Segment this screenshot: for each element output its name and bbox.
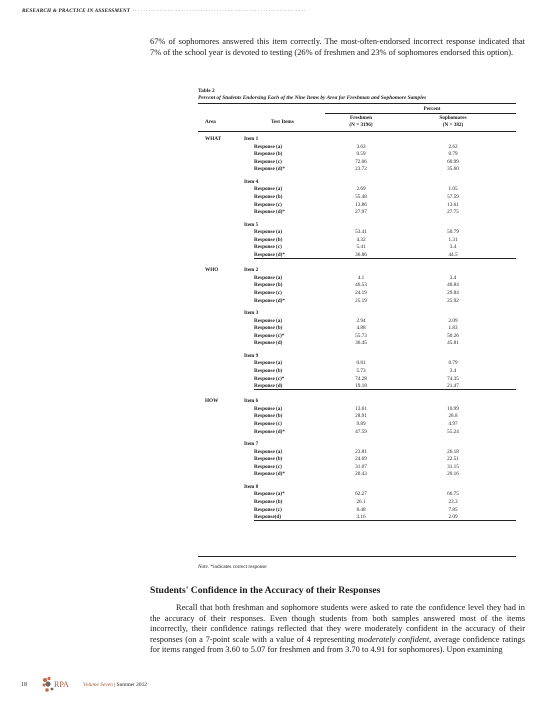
- response-label: Response (a): [254, 360, 283, 367]
- sophomore-value: 2.09: [448, 317, 458, 324]
- area-label: WHO: [205, 267, 219, 274]
- freshmen-value: 3.63: [356, 143, 366, 150]
- freshmen-value: 0.81: [356, 360, 366, 367]
- freshmen-value: 31.07: [355, 463, 367, 470]
- sophomore-value: 22.51: [447, 456, 459, 463]
- sophomore-value: 40.84: [447, 282, 459, 289]
- percent-header: Percent: [423, 106, 441, 112]
- response-label: Response (b): [254, 194, 283, 200]
- response-label: Response (d): [254, 340, 283, 347]
- freshmen-value: 4.88: [356, 325, 366, 332]
- note-text: *indicates correct response: [209, 564, 267, 570]
- freshmen-value: 74.28: [355, 375, 367, 382]
- item-heading: Item 5: [244, 221, 259, 228]
- freshmen-value: 0.59: [356, 151, 366, 158]
- sophomore-value: 66.75: [447, 491, 459, 498]
- response-label: Response (b): [254, 236, 283, 243]
- response-label: Response (c): [254, 421, 282, 427]
- item-heading: Item 6: [244, 398, 259, 405]
- freshmen-value: 9.89: [356, 421, 366, 427]
- response-label: Response (d): [254, 383, 283, 390]
- percent-underline: [325, 113, 516, 114]
- sophomore-value: 50.79: [447, 229, 459, 236]
- response-label: Response (c)*: [254, 332, 285, 339]
- freshmen-value: 36.45: [355, 340, 367, 347]
- sophomore-value: 57.59: [447, 194, 459, 200]
- response-label: Response (d)*: [254, 209, 285, 216]
- freshmen-value: 53.41: [355, 229, 367, 236]
- sophomore-value: 7.85: [448, 506, 458, 513]
- body-emphasis: moderately confident: [357, 634, 430, 644]
- freshmen-value: 5.41: [356, 244, 366, 251]
- freshmen-value: 26.1: [356, 499, 366, 505]
- area-label: HOW: [205, 398, 219, 405]
- response-label: Response (a): [254, 186, 283, 193]
- response-label: Response (b): [254, 456, 283, 463]
- sophomore-value: 50.26: [447, 332, 459, 339]
- response-label: Response (c): [254, 158, 282, 165]
- response-label: Response (c)*: [254, 375, 285, 382]
- sophomore-value: 20.16: [447, 471, 459, 478]
- response-label: Response (d)*: [254, 428, 285, 435]
- section-heading: Students' Confidence in the Accuracy of their Responses: [150, 585, 381, 596]
- item-heading: Item 4: [244, 178, 259, 185]
- freshmen-value: 55.48: [355, 194, 367, 200]
- col-header-freshmen: Freshmen: [349, 115, 373, 121]
- sophomore-value: 2.62: [448, 143, 458, 150]
- item-heading: Item 1: [244, 136, 259, 142]
- freshmen-value: 23.72: [355, 166, 367, 173]
- freshmen-value: 24.19: [355, 289, 367, 296]
- header-dotted-rule: ································································: [132, 8, 307, 14]
- rpa-logo: [41, 676, 81, 696]
- col-header-sophomores: Sophomores: [439, 115, 467, 121]
- sophomore-value: 35.60: [447, 166, 459, 173]
- response-label: Response (d)*: [254, 166, 285, 173]
- sophomore-value: 28.8: [448, 413, 458, 420]
- item-heading: Item 9: [244, 352, 259, 359]
- freshmen-value: 3.16: [356, 514, 366, 521]
- response-label: Response (b): [254, 282, 283, 289]
- table-bottom-rule: [198, 556, 516, 557]
- response-label: Response (d)*: [254, 252, 285, 258]
- sophomore-value: 29.84: [447, 289, 459, 296]
- issue-date: | Summer 2012: [112, 682, 147, 688]
- freshmen-value: 28.91: [355, 413, 367, 420]
- response-label: Response (a): [254, 143, 283, 150]
- response-label: Response (a): [254, 274, 283, 281]
- freshmen-value: 13.61: [355, 405, 367, 412]
- col-header-freshmen-n: (N = 3196): [349, 122, 373, 128]
- response-label: Response (a): [254, 405, 283, 412]
- col-header-test-items: Test Items: [271, 119, 294, 125]
- sophomore-value: 74.35: [447, 375, 459, 382]
- freshmen-value: 20.43: [355, 471, 367, 478]
- volume-label: Volume Seven: [83, 682, 113, 688]
- response-label: Response(d): [254, 514, 282, 521]
- freshmen-value: 2.69: [356, 186, 366, 193]
- sophomore-value: 1.31: [448, 236, 458, 243]
- sophomore-value: 10.99: [447, 405, 459, 412]
- freshmen-value: 46.53: [355, 282, 367, 289]
- response-label: Response (b): [254, 151, 283, 158]
- response-label: Response (c): [254, 463, 282, 470]
- volume-info: [83, 682, 147, 688]
- sophomore-value: 4.97: [448, 421, 458, 427]
- item-heading: Item 7: [244, 441, 259, 447]
- response-label: Response (b): [254, 325, 283, 332]
- freshmen-value: 25.19: [355, 297, 367, 304]
- body-text-part1: Recall that both freshman and sophomore students were asked to rate the confidence level they had in the accuracy of their responses. Even though students from both samples answered most of the items incorrectly, their confidence ratings reflected that they were moderately confident in the accuracy of their responses (on a 7-point scale with a value of 4 representing: [150, 603, 525, 644]
- freshmen-value: 4.32: [356, 236, 366, 243]
- freshmen-value: 2.94: [356, 317, 366, 324]
- response-label: Response (c): [254, 506, 282, 513]
- sophomore-value: 23.3: [448, 499, 458, 505]
- sophomore-value: 26.18: [447, 448, 459, 455]
- header-bottom-rule: [198, 131, 516, 132]
- sophomore-value: 1.83: [448, 325, 458, 332]
- sophomore-value: 21.47: [447, 383, 459, 390]
- sophomore-value: 45.81: [447, 340, 459, 347]
- sophomore-value: 1.05: [448, 186, 458, 193]
- freshmen-value: 5.73: [356, 367, 366, 374]
- group-rule: [254, 389, 516, 390]
- body-paragraph: [150, 603, 525, 656]
- freshmen-value: 27.97: [355, 209, 367, 216]
- table-note: [198, 564, 267, 570]
- freshmen-value: 8.48: [356, 506, 366, 513]
- response-label: Response (b): [254, 499, 283, 505]
- table-caption: [198, 88, 426, 101]
- group-rule: [254, 258, 516, 259]
- freshmen-value: 13.86: [355, 201, 367, 208]
- response-label: Response (a): [254, 317, 283, 324]
- response-label: Response (b): [254, 413, 283, 420]
- table-title: Percent of Students Endorsing Each of the Nine Items by Area for Freshman and Sophomore Samples: [198, 94, 427, 101]
- body-text-part2: , average confidence ratings for items ranged from 3.60 to 5.07 for freshmen and from 3.70 to 4.91 for sophomores). Upon examining: [150, 634, 525, 655]
- response-label: Response (a)*: [254, 491, 285, 498]
- freshmen-value: 23.81: [355, 448, 367, 455]
- freshmen-value: 72.06: [355, 158, 367, 165]
- item-heading: Item 3: [244, 309, 259, 316]
- logo-text: RPA: [54, 680, 69, 689]
- note-label: Note.: [198, 564, 210, 570]
- sophomore-value: 3.4: [449, 274, 457, 281]
- sophomore-value: 13.61: [447, 201, 459, 208]
- response-label: Response (c): [254, 289, 282, 296]
- freshmen-value: 24.69: [355, 456, 367, 463]
- intro-paragraph: 67% of sophomores answered this item correctly. The most-often-endorsed incorrect response indicated that 7% of the school year is devoted to testing (26% of freshmen and 23% of sophomores endorsed this option).: [150, 37, 525, 57]
- group-rule: [254, 520, 516, 521]
- sophomore-value: 0.79: [448, 360, 458, 367]
- sophomore-value: 0.79: [448, 151, 458, 158]
- sophomore-value: 3.4: [449, 367, 457, 374]
- response-label: Response (c): [254, 201, 282, 208]
- freshmen-value: 47.59: [355, 428, 367, 435]
- sophomore-value: 27.75: [447, 209, 459, 216]
- sophomore-value: 55.24: [447, 428, 459, 435]
- page-number: 18: [21, 682, 27, 688]
- freshmen-value: 36.86: [355, 252, 367, 258]
- response-label: Response (a): [254, 229, 283, 236]
- sophomore-value: 25.92: [447, 297, 459, 304]
- sophomore-value: 44.5: [448, 252, 458, 258]
- sophomore-value: 2.09: [448, 514, 458, 521]
- running-header: [22, 8, 522, 14]
- response-label: Response (d)*: [254, 297, 285, 304]
- item-heading: Item 8: [244, 483, 259, 490]
- freshmen-value: 4.1: [357, 274, 365, 281]
- response-label: Response (c): [254, 244, 282, 251]
- item-heading: Item 2: [244, 267, 259, 274]
- journal-title: RESEARCH & PRACTICE IN ASSESSMENT: [22, 8, 131, 14]
- response-label: Response (b): [254, 367, 283, 374]
- response-label: Response (a): [254, 448, 283, 455]
- col-header-area: Area: [205, 119, 216, 125]
- freshmen-value: 55.73: [355, 332, 367, 339]
- response-label: Response (d)*: [254, 471, 285, 478]
- freshmen-value: 62.27: [355, 491, 367, 498]
- freshmen-value: 19.18: [355, 383, 367, 390]
- sophomore-value: 60.99: [447, 158, 459, 165]
- col-header-sophomores-n: (N = 382): [442, 122, 464, 128]
- area-label: WHAT: [205, 136, 222, 142]
- sophomore-value: 31.15: [447, 463, 459, 470]
- table-label: Table 2: [198, 88, 215, 94]
- table-top-rule: [198, 103, 516, 104]
- sophomore-value: 3.4: [449, 244, 457, 251]
